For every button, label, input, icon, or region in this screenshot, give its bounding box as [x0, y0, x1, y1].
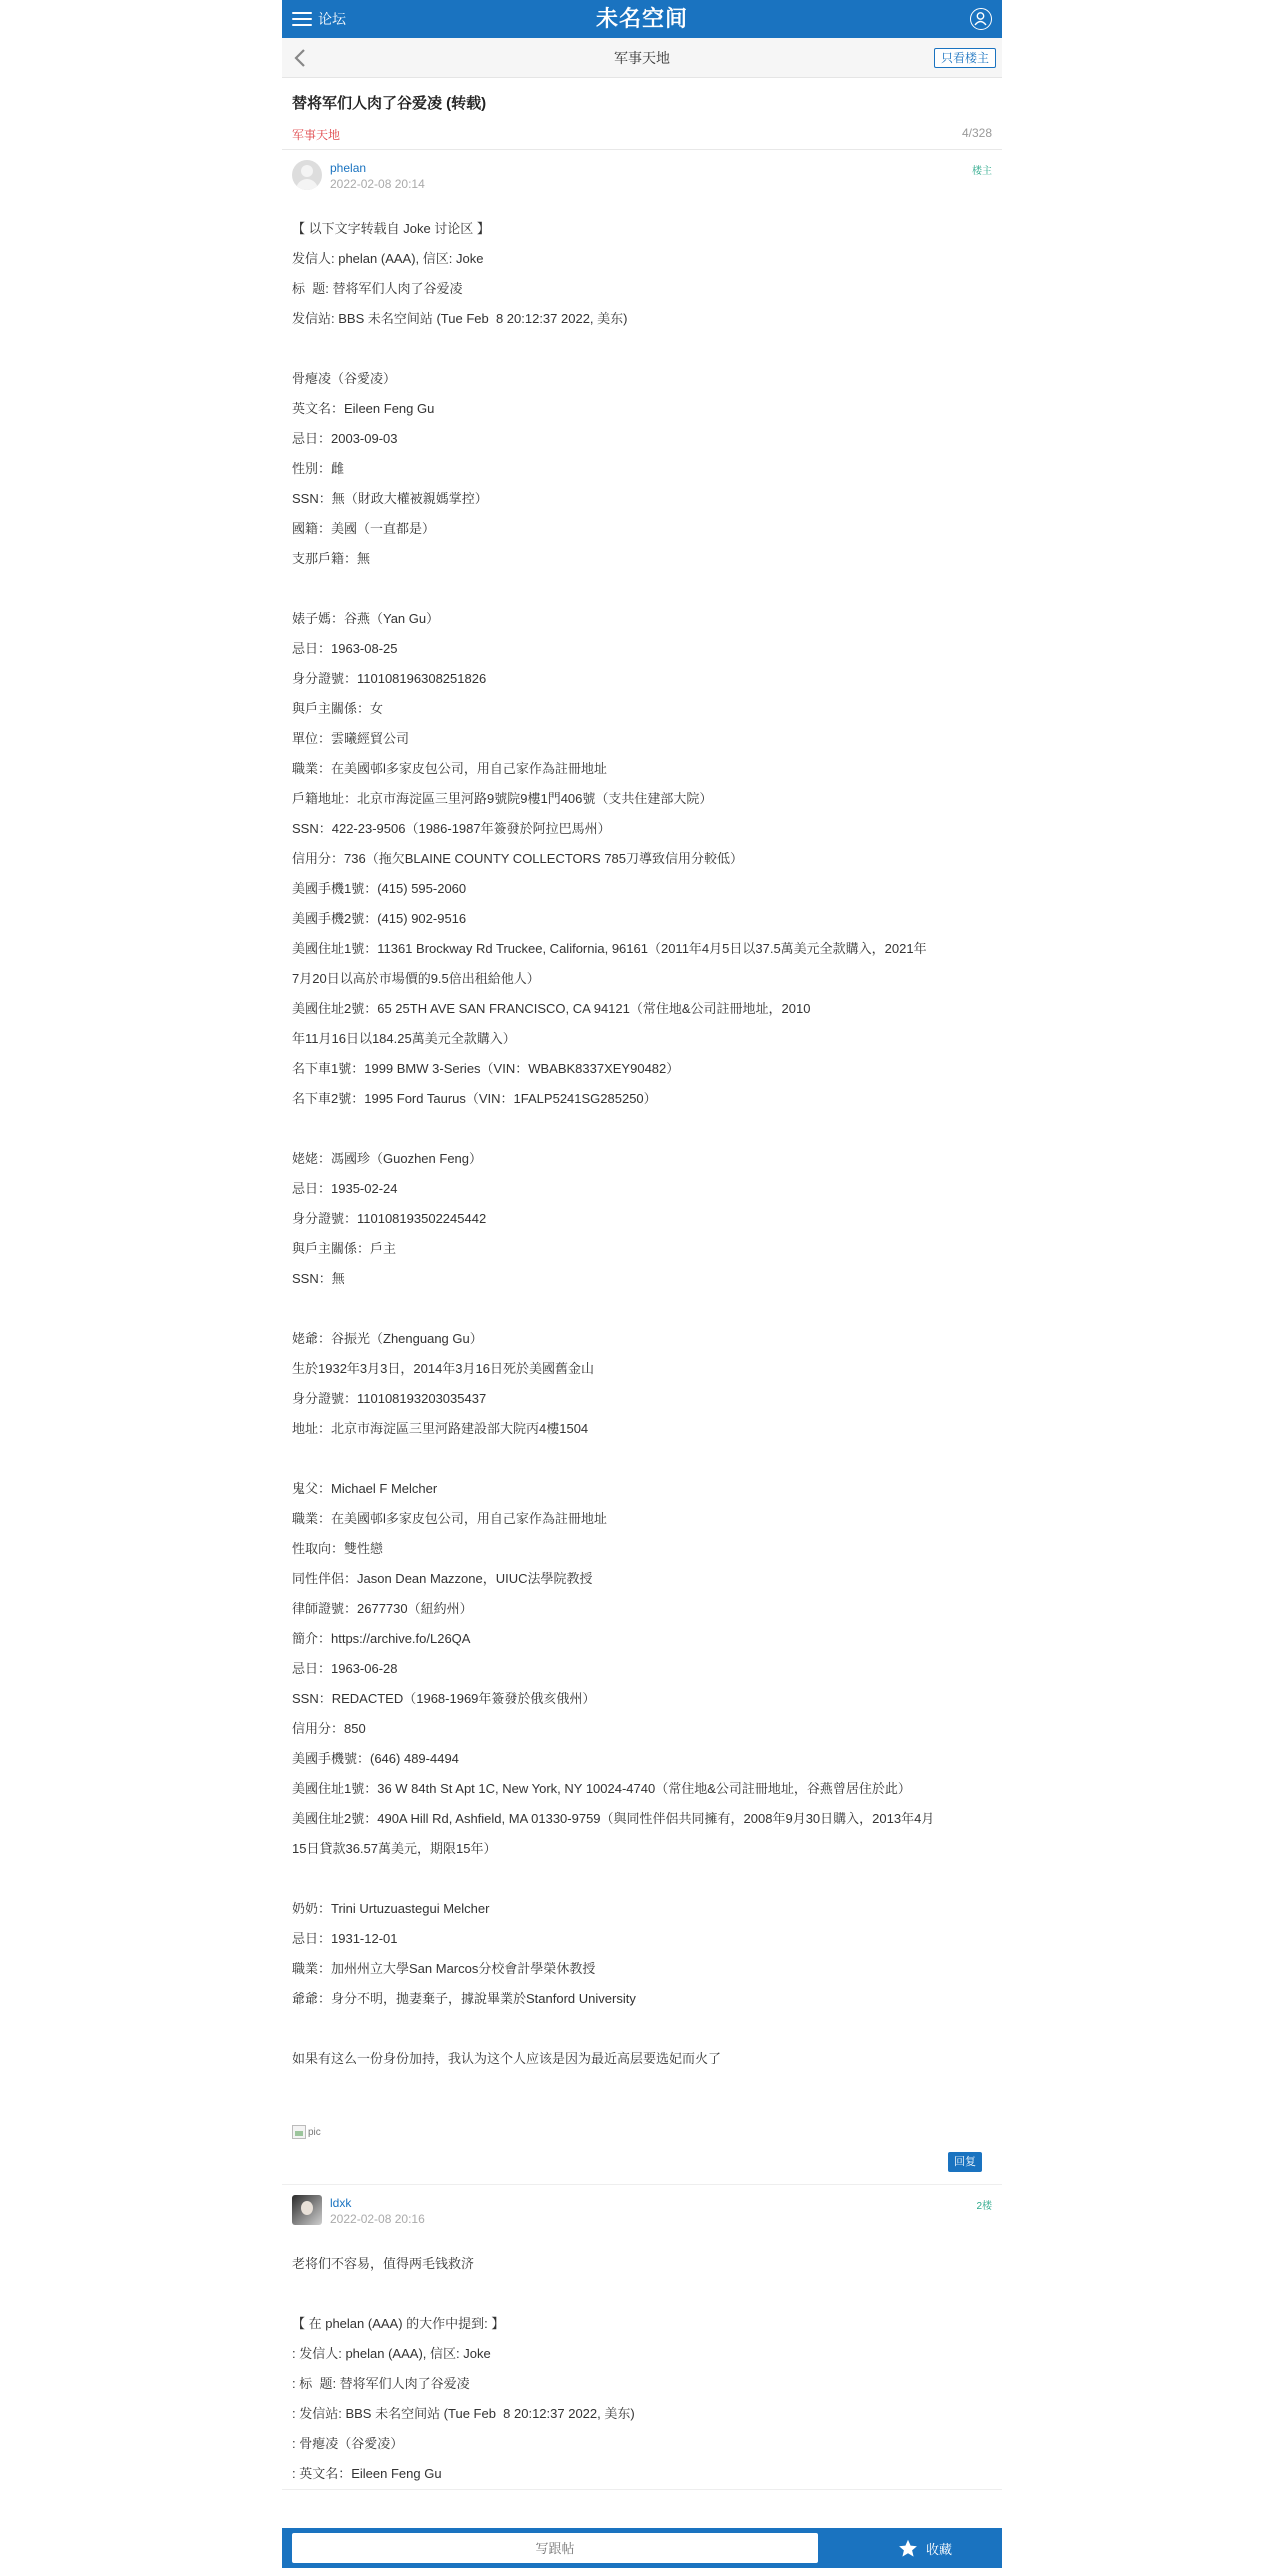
post-text-line: : 标 题: 替将军们人肉了谷爱凌	[292, 2376, 470, 2391]
post-text-line: 忌日：2003-09-03	[292, 431, 398, 446]
post-1	[282, 150, 1002, 2185]
hamburger-menu-icon	[292, 12, 312, 26]
post-text-line: 性取向：雙性戀	[292, 1541, 384, 1556]
post-text-line: 15日貸款36.57萬美元，期限15年）	[292, 1841, 497, 1856]
blank-line	[292, 1114, 992, 1144]
post-header	[292, 2195, 992, 2235]
post-text-line: 職業：加州州立大學San Marcos分校會計學榮休教授	[292, 1961, 596, 1976]
post-text-line: 身分證號：110108196308251826	[292, 671, 487, 686]
top-navigation-bar	[282, 0, 1002, 38]
post-text-line: 鬼父：Michael F Melcher	[292, 1481, 438, 1496]
post-text-line: 律師證號：2677730（紐約州）	[292, 1601, 473, 1616]
post-body	[292, 200, 992, 2074]
post-2	[282, 2185, 1002, 2490]
post-text-line: 性別：雌	[292, 461, 345, 476]
post-text-line: SSN：無	[292, 1271, 345, 1286]
post-header	[292, 160, 992, 200]
post-text-line: : 骨瘪凌（谷愛凌）	[292, 2436, 404, 2451]
post-text-line: SSN：無（財政大權被親媽掌控）	[292, 491, 488, 506]
post-text-line: 美國住址1號：36 W 84th St Apt 1C, New York, NY 10024-4740（常住地&公司註冊地址，谷燕曾居住於此）	[292, 1781, 911, 1796]
post-text-line: SSN：422-23-9506（1986-1987年簽發於阿拉巴馬州）	[292, 821, 611, 836]
blank-line	[292, 2279, 992, 2309]
post-text-line: 忌日：1963-06-28	[292, 1661, 398, 1676]
avatar[interactable]	[292, 160, 322, 190]
post-text-line: 7月20日以高於市場價的9.5倍出租給他人）	[292, 971, 540, 986]
post-text-line: 身分證號：110108193502245442	[292, 1211, 487, 1226]
post-text-line: 生於1932年3月3日，2014年3月16日死於美國舊金山	[292, 1361, 594, 1376]
post-text-line: 姥姥：馮國珍（Guozhen Feng）	[292, 1151, 483, 1166]
post-text-line: 忌日：1963-08-25	[292, 641, 398, 656]
post-text-line: 英文名：Eileen Feng Gu	[292, 401, 435, 416]
post-text-line: 婊子媽：谷燕（Yan Gu）	[292, 611, 440, 626]
post-text-line: 【 以下文字转载自 Joke 讨论区 】	[292, 221, 490, 236]
post-text-line: 身分證號：110108193203035437	[292, 1391, 487, 1406]
blank-line	[292, 334, 992, 364]
post-text-line: 美國手機號：(646) 489-4494	[292, 1751, 459, 1766]
post-text-line: 簡介：https://archive.fo/L26QA	[292, 1631, 471, 1646]
post-text-line: 发信人: phelan (AAA), 信区: Joke	[292, 251, 484, 266]
post-text-line: 美國手機1號：(415) 595-2060	[292, 881, 467, 896]
reply-view-count: 4/328	[961, 126, 992, 140]
post-text-line: 名下車2號：1995 Ford Taurus（VIN：1FALP5241SG285250）	[292, 1091, 657, 1106]
post-text-line: 骨瘪凌（谷愛凌）	[292, 371, 397, 386]
avatar[interactable]	[292, 2195, 322, 2225]
post-text-line: 发信站: BBS 未名空间站 (Tue Feb 8 20:12:37 2022, 美东)	[292, 311, 628, 326]
post-text-line: 奶奶：Trini Urtuzuastegui Melcher	[292, 1901, 490, 1916]
post-text-line: 年11月16日以184.25萬美元全款購入）	[292, 1031, 516, 1046]
post-text-line: 忌日：1931-12-01	[292, 1931, 398, 1946]
back-button[interactable]	[290, 47, 312, 69]
user-account-icon[interactable]	[970, 8, 992, 30]
post-text-line: 老将们不容易，值得两毛钱救济	[292, 2256, 475, 2271]
forum-menu-button[interactable]	[292, 0, 346, 38]
thread-header	[282, 78, 1002, 150]
post-text-line: 美國手機2號：(415) 902-9516	[292, 911, 467, 926]
post-text-line: 美國住址2號：490A Hill Rd, Ashfield, MA 01330-9759（與同性伴侶共同擁有，2008年9月30日購入，2013年4月	[292, 1811, 935, 1826]
favorite-label: 收藏	[925, 2541, 952, 2557]
post-text-line: 職業：在美國邨l多家皮包公司，用自己家作為註冊地址	[292, 761, 607, 776]
post-author[interactable]: ldxk	[330, 2196, 352, 2210]
post-text-line: 與戶主關係：戶主	[292, 1241, 397, 1256]
post-text-line: : 发信站: BBS 未名空间站 (Tue Feb 8 20:12:37 2022, 美东)	[292, 2406, 635, 2421]
board-header	[282, 38, 1002, 78]
post-text-line: : 发信人: phelan (AAA), 信区: Joke	[292, 2346, 491, 2361]
image-alt-text: pic	[308, 2126, 321, 2138]
thread-title: 替将军们人肉了谷爱凌 (转载)	[292, 95, 487, 112]
star-icon	[898, 2539, 918, 2558]
app-frame	[282, 0, 1002, 2568]
post-text-line: 姥爺：谷振光（Zhenguang Gu）	[292, 1331, 483, 1346]
site-logo: 未名空间	[595, 6, 688, 32]
post-text-line: : 英文名：Eileen Feng Gu	[292, 2466, 442, 2481]
favorite-button[interactable]	[898, 2528, 952, 2568]
post-body	[292, 2235, 992, 2489]
blank-line	[292, 1294, 992, 1324]
post-text-line: 爺爺：身分不明，拋妻棄子，據說畢業於Stanford University	[292, 1991, 636, 2006]
post-image[interactable]	[292, 2124, 992, 2140]
only-op-button[interactable]: 只看楼主	[934, 48, 996, 68]
broken-image-icon	[292, 2125, 306, 2139]
post-text-line: 戶籍地址：北京市海淀區三里河路9號院9樓1門406號（支共住建部大院）	[292, 791, 713, 806]
floor-label: 2楼	[976, 2201, 992, 2212]
post-time: 2022-02-08 20:14	[330, 177, 425, 191]
thread-meta	[292, 126, 992, 143]
chevron-left-icon	[290, 47, 312, 69]
post-text-line: 名下車1號：1999 BMW 3-Series（VIN：WBABK8337XEY90482）	[292, 1061, 680, 1076]
board-title: 军事天地	[614, 49, 670, 66]
post-text-line: 國籍：美國（一直都是）	[292, 521, 436, 536]
post-text-line: 支那戶籍：無	[292, 551, 371, 566]
write-reply-input[interactable]	[292, 2533, 818, 2563]
reply-button[interactable]: 回复	[948, 2152, 982, 2172]
blank-line	[292, 2014, 992, 2044]
thread-board-link[interactable]: 军事天地	[292, 128, 341, 142]
post-text-line: 标 题: 替将军们人肉了谷爱凌	[292, 281, 463, 296]
post-text-line: 信用分：736（拖欠BLAINE COUNTY COLLECTORS 785刀導致信用分較低）	[292, 851, 744, 866]
post-text-line: 忌日：1935-02-24	[292, 1181, 398, 1196]
blank-line	[292, 574, 992, 604]
post-text-line: 美國住址2號：65 25TH AVE SAN FRANCISCO, CA 94121（常住地&公司註冊地址，2010	[292, 1001, 811, 1016]
post-text-line: 【 在 phelan (AAA) 的大作中提到: 】	[292, 2316, 505, 2331]
bottom-action-bar	[282, 2528, 1002, 2568]
post-time: 2022-02-08 20:16	[330, 2212, 425, 2226]
post-author[interactable]: phelan	[330, 161, 367, 175]
post-text-line: 同性伴侶：Jason Dean Mazzone，UIUC法學院教授	[292, 1571, 593, 1586]
blank-line	[292, 1864, 992, 1894]
post-text-line: 職業：在美國邨l多家皮包公司，用自己家作為註冊地址	[292, 1511, 607, 1526]
floor-label: 楼主	[972, 166, 992, 177]
forum-menu-label: 论坛	[318, 11, 346, 27]
blank-line	[292, 1444, 992, 1474]
post-text-line: SSN：REDACTED（1968-1969年簽發於俄亥俄州）	[292, 1691, 596, 1706]
post-text-line: 如果有这么一份身份加持，我认为这个人应该是因为最近高层要选妃而火了	[292, 2051, 722, 2066]
post-text-line: 美國住址1號：11361 Brockway Rd Truckee, California, 96161（2011年4月5日以37.5萬美元全款購入，2021年	[292, 941, 927, 956]
post-text-line: 單位：雲曦經貿公司	[292, 731, 410, 746]
post-text-line: 地址：北京市海淀區三里河路建設部大院丙4樓1504	[292, 1421, 589, 1436]
post-text-line: 與戶主關係：女	[292, 701, 384, 716]
post-text-line: 信用分：850	[292, 1721, 366, 1736]
